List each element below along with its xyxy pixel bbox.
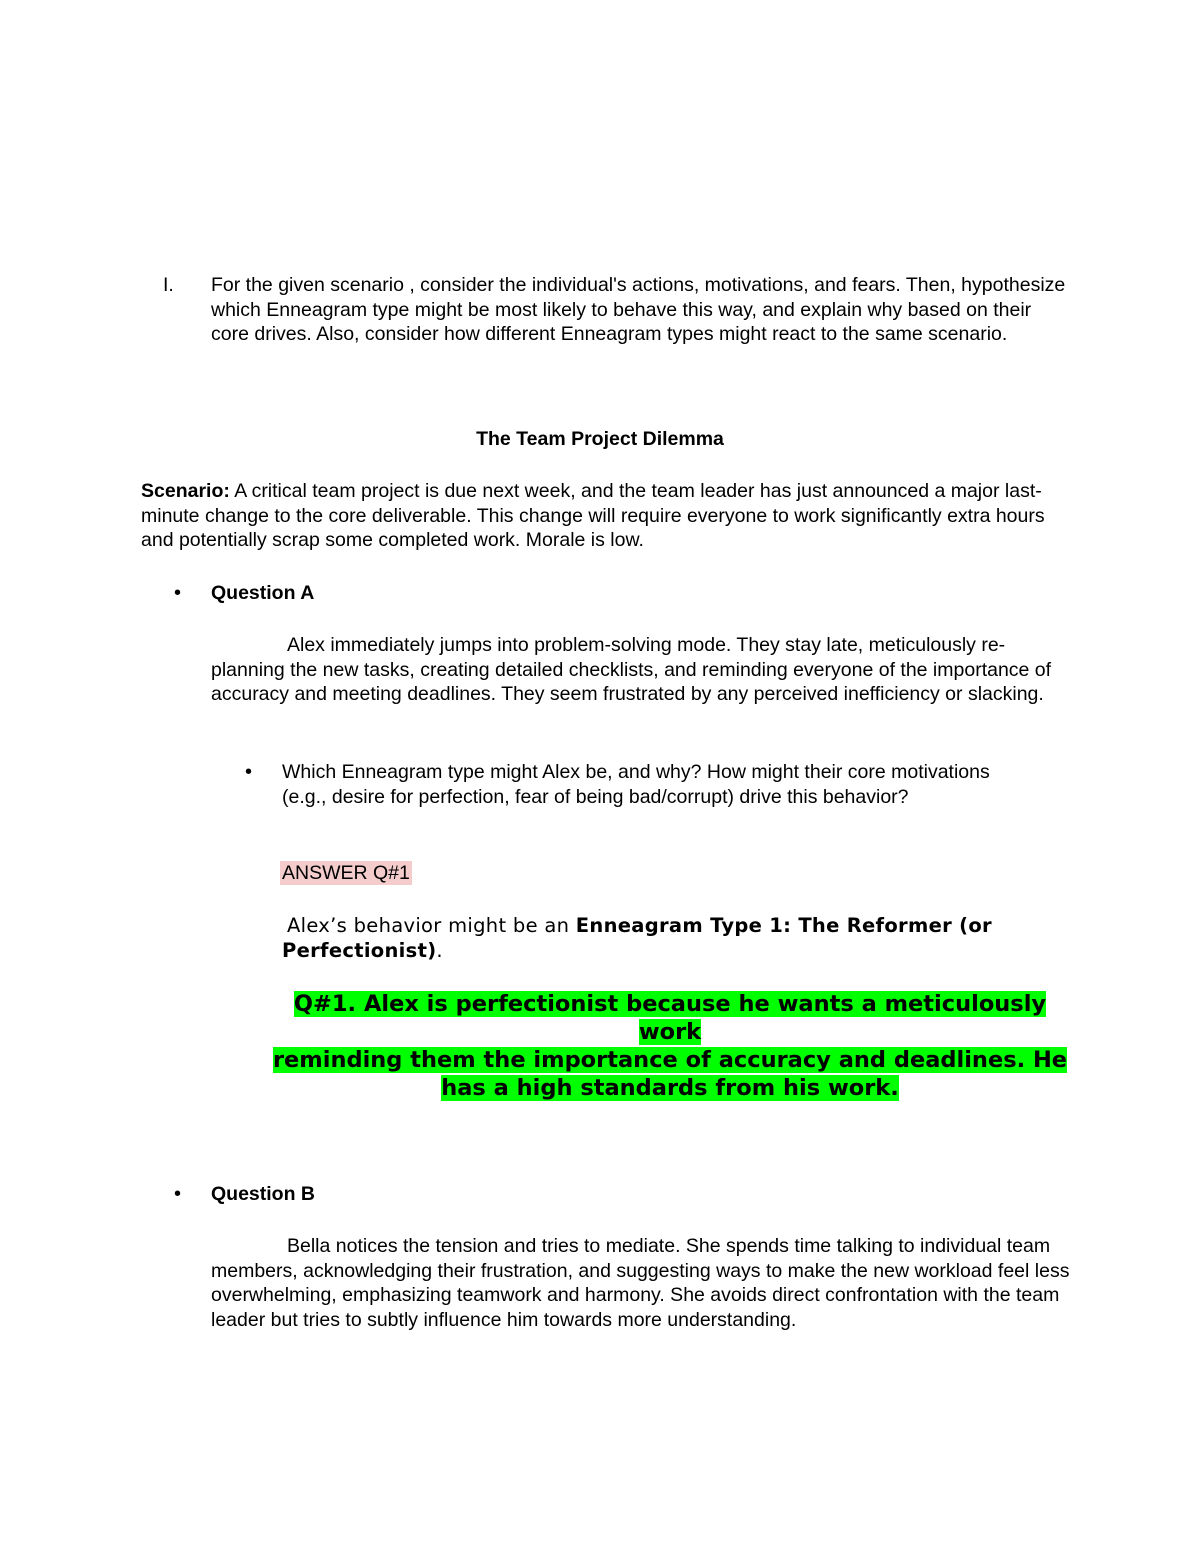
section-instruction: For the given scenario , consider the individual's actions, motivations, and fears. Then, hypothesize which Enneagram type might be most likely to behave this way, and explain why based on their core drives. Also, consider how different Enneagram types might react to the same scenario. <box>211 274 1066 346</box>
bullet-icon: • <box>174 1183 182 1205</box>
scenario-label: Scenario: <box>141 480 230 502</box>
answer-bold-type: Enneagram Type 1: The Reformer (or Perfectionist) <box>282 914 992 962</box>
question-b-description: Bella notices the tension and tries to mediate. She spends time talking to individual team members, acknowledging their frustration, and suggesting ways to make the new workload feel less overwhelming, emphasizing teamwork and harmony. She avoids direct confrontation with the team leader but tries to subtly influence him towards more understanding. <box>211 1235 1070 1331</box>
question-b-heading: Question B <box>211 1183 316 1205</box>
page-title: The Team Project Dilemma <box>476 428 724 450</box>
question-a-heading: Question A <box>211 582 315 604</box>
highlighted-answer <box>270 990 1070 1102</box>
answer-tag-container <box>280 861 412 885</box>
answer-tag: ANSWER Q#1 <box>282 862 410 884</box>
scenario-text: A critical team project is due next week, and the team leader has just announced a major last-minute change to the core deliverable. This change will require everyone to work significantly extra hours and potentially scrap some completed work. Morale is low. <box>141 480 1045 552</box>
answer-suffix: . <box>436 939 443 962</box>
highlight-line <box>270 990 1070 1046</box>
answer-prefix: Alex’s behavior might be an <box>287 914 576 937</box>
question-a-prompt: Which Enneagram type might Alex be, and why? How might their core motivations (e.g., desire for perfection, fear of being bad/corrupt) drive this behavior? <box>282 761 990 808</box>
highlight-line-text: Q#1. Alex is perfectionist because he wants a meticulously work <box>293 991 1047 1045</box>
bullet-icon: • <box>174 582 182 604</box>
highlight-line-text: has a high standards from his work. <box>441 1075 899 1101</box>
highlight-line-text: reminding them the importance of accuracy and deadlines. He <box>272 1047 1068 1073</box>
scenario-paragraph <box>141 479 1061 553</box>
question-a-description: Alex immediately jumps into problem-solving mode. They stay late, meticulously re-planning the new tasks, creating detailed checklists, and reminding everyone of the importance of accuracy and meeting deadlines. They seem frustrated by any perceived inefficiency or slacking. <box>211 634 1052 706</box>
bullet-icon: • <box>245 761 253 783</box>
section-numeral: I. <box>163 274 174 296</box>
highlight-line <box>270 1046 1070 1074</box>
highlight-line <box>270 1074 1070 1102</box>
answer-sentence <box>282 913 1072 963</box>
